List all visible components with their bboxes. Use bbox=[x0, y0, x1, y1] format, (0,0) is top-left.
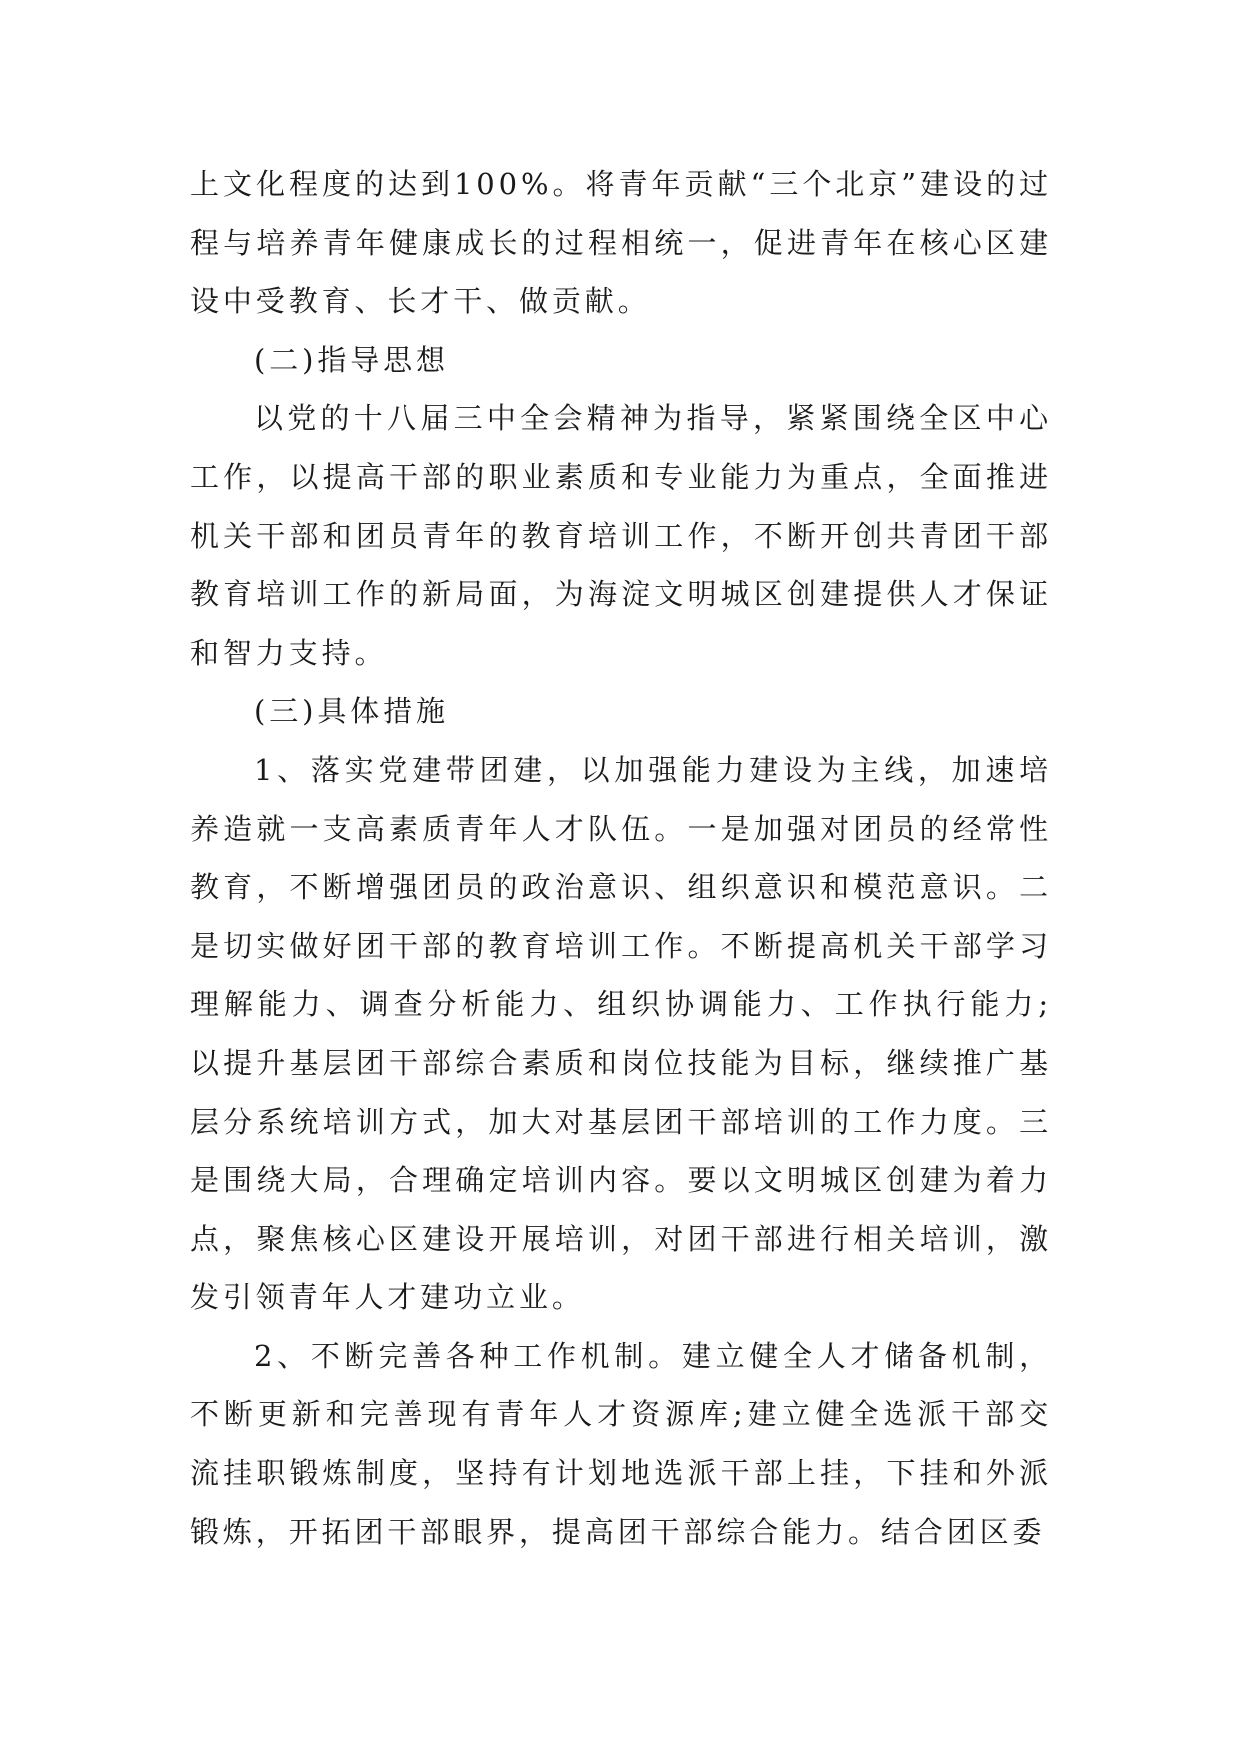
paragraph-continuation: 上文化程度的达到100%。将青年贡献“三个北京”建设的过程与培养青年健康成长的过程相统一，促进青年在核心区建设中受教育、长才干、做贡献。 bbox=[190, 167, 1052, 319]
paragraph-measure-2: 2、不断完善各种工作机制。建立健全人才储备机制，不断更新和完善现有青年人才资源库;建立健全选派干部交流挂职锻炼制度，坚持有计划地选派干部上挂，下挂和外派锻炼，开拓团干部眼界，提高团干部综合能力。结合团区委 bbox=[190, 1338, 1052, 1549]
paragraph-measure-1: 1、落实党建带团建，以加强能力建设为主线，加速培养造就一支高素质青年人才队伍。一是加强对团员的经常性教育，不断增强团员的政治意识、组织意识和模范意识。二是切实做好团干部的教育培训工作。不断提高机关干部学习理解能力、调查分析能力、组织协调能力、工作执行能力;以提升基层团干部综合素质和岗位技能为目标，继续推广基层分系统培训方式，加大对基层团干部培训的工作力度。三是围绕大局，合理确定培训内容。要以文明城区创建为着力点，聚焦核心区建设开展培训，对团干部进行相关培训，激发引领青年人才建功立业。 bbox=[190, 752, 1052, 1315]
section-heading-specific-measures: (三)具体措施 bbox=[254, 694, 449, 729]
section-heading-guiding-ideology: (二)指导思想 bbox=[254, 342, 449, 377]
paragraph-guiding-ideology: 以党的十八届三中全会精神为指导，紧紧围绕全区中心工作，以提高干部的职业素质和专业能力为重点，全面推进机关干部和团员青年的教育培训工作，不断开创共青团干部教育培训工作的新局面，为海淀文明城区创建提供人才保证和智力支持。 bbox=[190, 401, 1052, 670]
document-body bbox=[190, 155, 1052, 1561]
